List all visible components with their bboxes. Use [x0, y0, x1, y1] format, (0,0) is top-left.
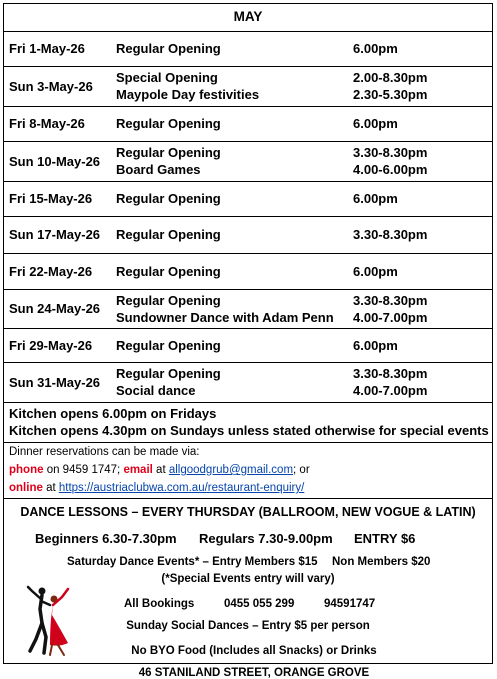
row-time: 3.30-8.30pm — [353, 145, 428, 160]
row-time: 2.00-8.30pm — [353, 70, 428, 85]
dancing-couple-icon — [24, 585, 74, 657]
row-event: Regular Opening — [116, 338, 221, 353]
schedule-row — [4, 217, 492, 254]
schedule-row — [4, 142, 492, 182]
phone-text: on 9459 1747; — [43, 464, 124, 476]
row-time: 3.30-8.30pm — [353, 293, 428, 308]
beginners-time: Beginners 6.30-7.30pm — [35, 531, 177, 546]
schedule-row — [4, 290, 492, 329]
online-label: online — [9, 482, 43, 494]
kitchen-sundays: Kitchen opens 4.30pm on Sundays unless stated otherwise for special events — [9, 423, 489, 438]
row-event: Social dance — [116, 383, 196, 398]
bookings-label: All Bookings — [124, 598, 195, 610]
schedule-row — [4, 32, 492, 67]
row-event: Board Games — [116, 162, 201, 177]
email-label: email — [123, 464, 153, 476]
schedule-row — [4, 107, 492, 142]
month-heading: MAY — [4, 4, 492, 32]
row-event: Special Opening — [116, 70, 218, 85]
dinner-intro: Dinner reservations can be made via: — [9, 446, 200, 458]
special-events-note: (*Special Events entry will vary) — [161, 573, 335, 585]
kitchen-notice — [4, 403, 492, 443]
phone-label: phone — [9, 464, 44, 476]
kitchen-fridays: Kitchen opens 6.00pm on Fridays — [9, 406, 217, 421]
row-event: Maypole Day festivities — [116, 87, 260, 102]
schedule-row — [4, 329, 492, 363]
byo-notice: No BYO Food (Includes all Snacks) or Drinks — [131, 645, 377, 657]
row-event: Regular Opening — [116, 366, 221, 381]
row-event: Regular Opening — [116, 227, 221, 242]
row-date: Sun 24-May-26 — [9, 301, 101, 316]
row-time: 2.30-5.30pm — [353, 87, 428, 102]
row-date: Sun 17-May-26 — [9, 227, 101, 242]
row-time: 6.00pm — [353, 264, 398, 279]
row-event: Regular Opening — [116, 116, 221, 131]
dinner-phone-line — [9, 464, 310, 476]
dinner-reservations — [4, 443, 492, 499]
sunday-social-dances: Sunday Social Dances – Entry $5 per person — [126, 620, 370, 632]
bookings-phone-2: 94591747 — [324, 598, 376, 610]
row-time: 4.00-7.00pm — [353, 383, 428, 398]
online-text: at — [42, 482, 59, 494]
row-time: 6.00pm — [353, 191, 398, 206]
schedule-row — [4, 67, 492, 107]
entry-price: ENTRY $6 — [354, 531, 416, 546]
row-event: Regular Opening — [116, 293, 221, 308]
dance-lessons — [4, 499, 492, 679]
schedule-row — [4, 254, 492, 290]
row-date: Fri 15-May-26 — [9, 191, 93, 206]
row-date: Fri 1-May-26 — [9, 41, 85, 56]
club-address: 46 STANILAND STREET, ORANGE GROVE — [138, 667, 370, 679]
row-time: 6.00pm — [353, 116, 398, 131]
schedule-row — [4, 182, 492, 217]
non-members-price: Non Members $20 — [332, 556, 431, 568]
schedule-rows — [4, 32, 492, 403]
row-time: 4.00-7.00pm — [353, 310, 428, 325]
dinner-online-line — [9, 482, 304, 494]
bookings-phone-1: 0455 055 299 — [224, 598, 295, 610]
row-date: Fri 29-May-26 — [9, 338, 93, 353]
email-link[interactable]: allgoodgrub@gmail.com — [168, 464, 294, 476]
row-event: Regular Opening — [116, 191, 221, 206]
row-date: Sun 3-May-26 — [9, 79, 93, 94]
lessons-heading: DANCE LESSONS – EVERY THURSDAY (BALLROOM, NEW VOGUE & LATIN) — [20, 505, 476, 519]
regulars-time: Regulars 7.30-9.00pm — [199, 531, 333, 546]
row-time: 6.00pm — [353, 338, 398, 353]
row-event: Regular Opening — [116, 41, 221, 56]
row-time: 6.00pm — [353, 41, 398, 56]
row-event: Sundowner Dance with Adam Penn — [116, 310, 334, 325]
row-time: 3.30-8.30pm — [353, 227, 428, 242]
row-time: 4.00-6.00pm — [353, 162, 428, 177]
schedule-sheet — [3, 3, 493, 679]
row-event: Regular Opening — [116, 264, 221, 279]
row-event: Regular Opening — [116, 145, 221, 160]
email-after: ; or — [293, 464, 310, 476]
saturday-events: Saturday Dance Events* – Entry Members $15 — [67, 556, 318, 568]
online-link[interactable]: https://austriaclubwa.com.au/restaurant-enquiry/ — [58, 482, 305, 494]
row-time: 3.30-8.30pm — [353, 366, 428, 381]
row-date: Fri 22-May-26 — [9, 264, 93, 279]
row-date: Fri 8-May-26 — [9, 116, 85, 131]
schedule-row — [4, 363, 492, 403]
email-text: at — [152, 464, 169, 476]
row-date: Sun 31-May-26 — [9, 375, 101, 390]
row-date: Sun 10-May-26 — [9, 154, 101, 169]
